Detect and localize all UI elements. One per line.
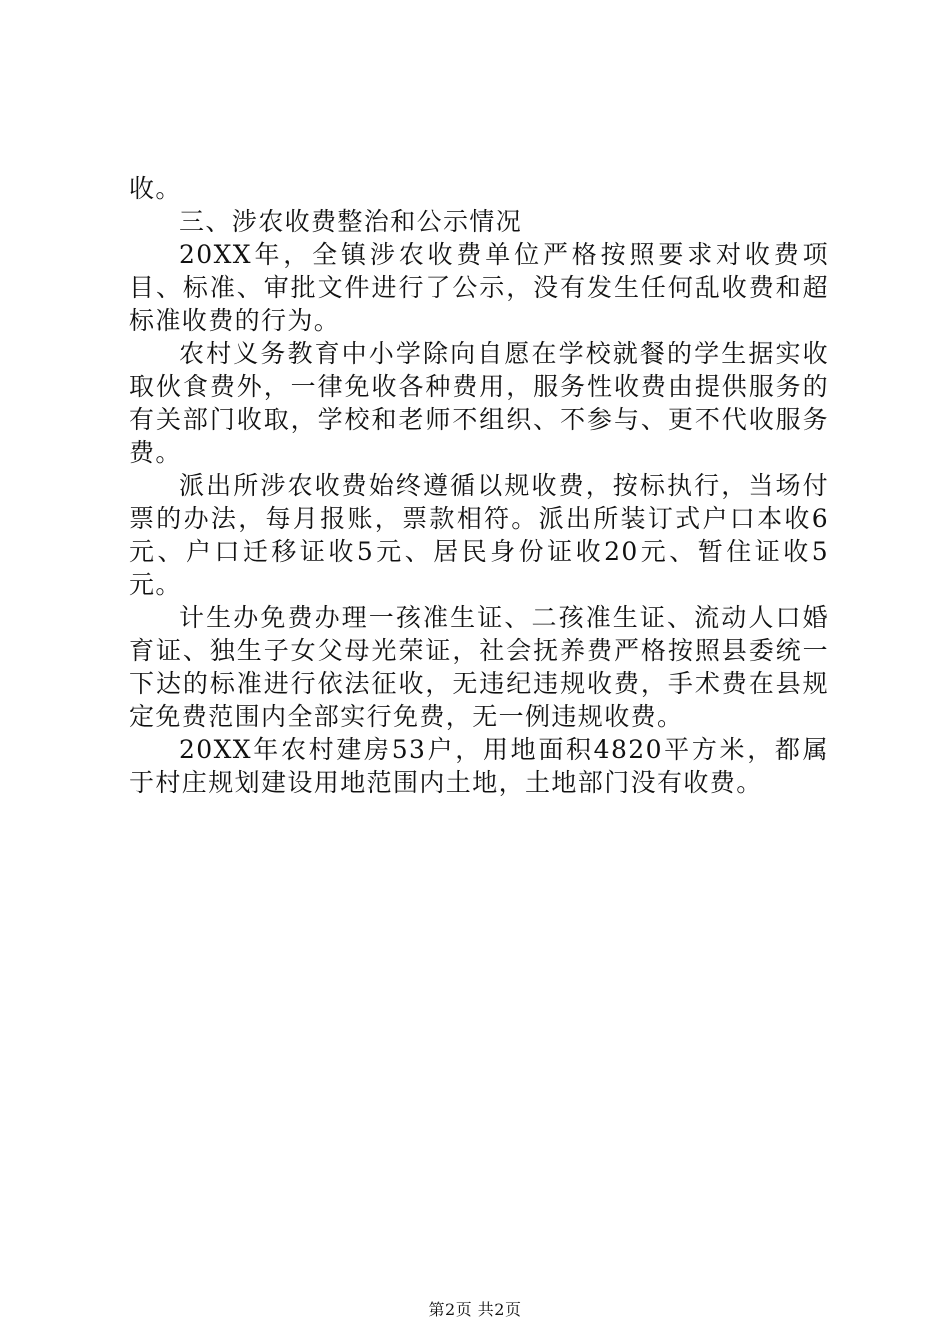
paragraph-education-fees: 农村义务教育中小学除向自愿在学校就餐的学生据实收取伙食费外，一律免收各种费用，服务性收费由提供服务的有关部门收取，学校和老师不组织、不参与、更不代收服务费。 [129, 339, 829, 467]
paragraph-police-station-fees: 派出所涉农收费始终遵循以规收费，按标执行，当场付票的办法，每月报账，票款相符。派出所装订式户口本收6元、户口迁移证收5元、居民身份证收20元、暂住证收5元。 [129, 471, 829, 599]
paragraph-continuation: 收。 [129, 174, 182, 203]
page-footer: 第2页 共2页 [428, 1300, 522, 1319]
paragraph-rural-housing: 20XX年农村建房53户，用地面积4820平方米，都属于村庄规划建设用地范围内土地，土地部门没有收费。 [129, 735, 829, 797]
document-body [129, 172, 829, 799]
section-heading: 三、涉农收费整治和公示情况 [179, 207, 523, 236]
paragraph-fee-publicity: 20XX年，全镇涉农收费单位严格按照要求对收费项目、标准、审批文件进行了公示，没有发生任何乱收费和超标准收费的行为。 [129, 240, 829, 335]
paragraph-family-planning-fees: 计生办免费办理一孩准生证、二孩准生证、流动人口婚育证、独生子女父母光荣证，社会抚养费严格按照县委统一下达的标准进行依法征收，无违纪违规收费，手术费在县规定免费范围内全部实行免费，无一例违规收费。 [129, 603, 829, 731]
